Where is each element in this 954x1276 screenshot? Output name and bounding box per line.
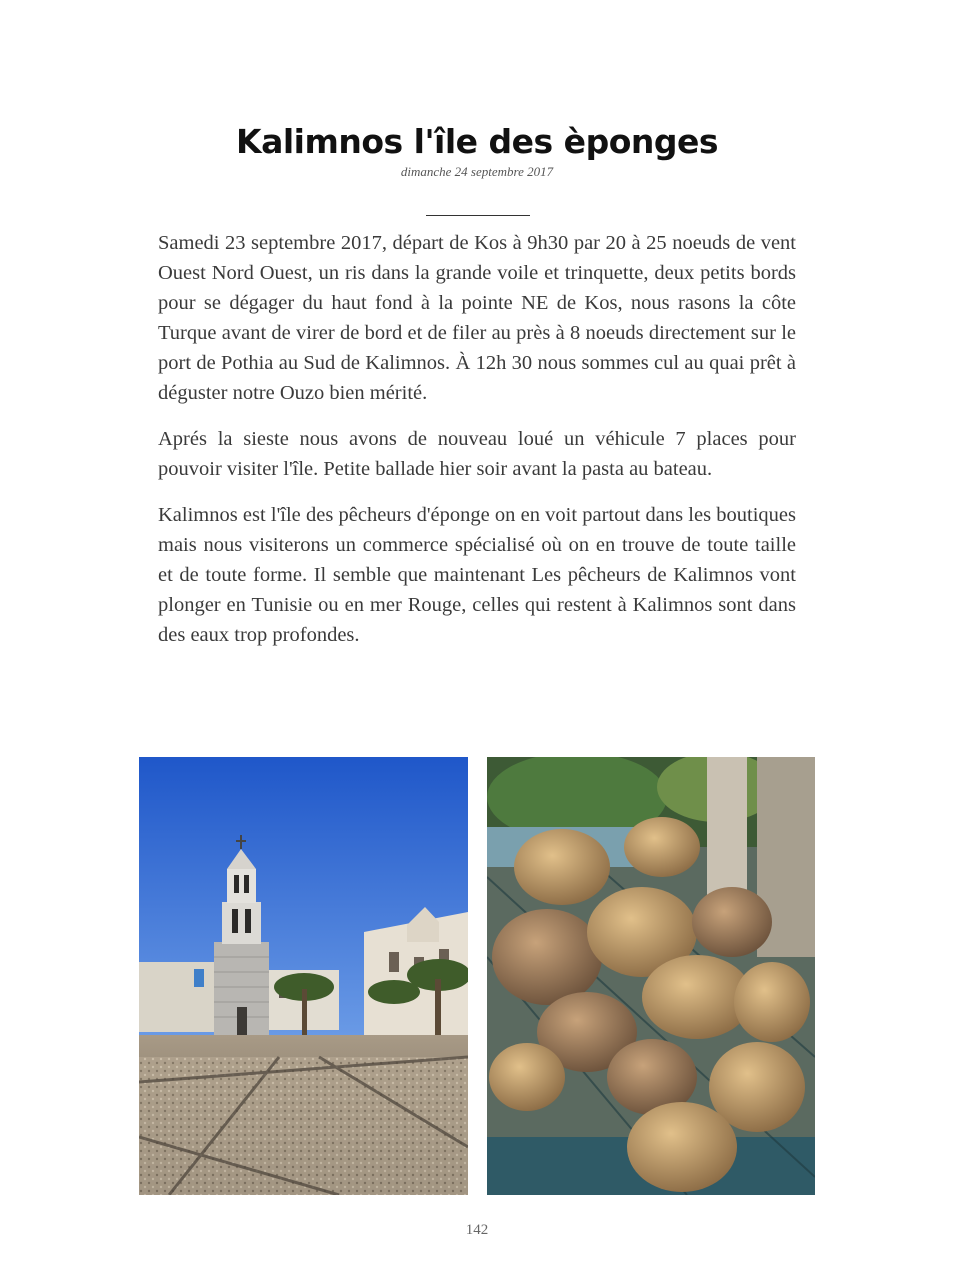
paragraph-3: Kalimnos est l'île des pêcheurs d'éponge on en voit partout dans les boutiques mais nous visiterons un commerce spécialisé où on en trouve de toute taille et de toute forme. Il semble que maintenant Les pêcheurs de Kalimnos vont plonger en Tunisie ou en mer Rouge, celles qui restent à Kalimnos sont dans des eaux trop profondes. [158, 504, 796, 646]
post-date: dimanche 24 septembre 2017 [400, 164, 554, 179]
page-number: 142 [465, 1222, 489, 1238]
paragraph-2: Aprés la sieste nous avons de nouveau loué un véhicule 7 places pour pouvoir visiter l'île. Petite ballade hier soir avant la pasta au bateau. [158, 428, 796, 480]
title-separator [426, 215, 530, 216]
article-body [158, 228, 796, 666]
sea-sponges-photo [487, 757, 815, 1195]
page-title: Kalimnos l'île des èponges [236, 122, 718, 161]
church-bell-tower-photo [139, 757, 468, 1195]
paragraph-1: Samedi 23 septembre 2017, départ de Kos à 9h30 par 20 à 25 noeuds de vent Ouest Nord Ouest, un ris dans la grande voile et trinquette, deux petits bords pour se dégager du haut fond à la pointe NE de Kos, nous rasons la côte Turque avant de virer de bord et de filer au près à 8 noeuds directement sur le port de Pothia au Sud de Kalimnos. À 12h 30 nous sommes cul au quai prêt à déguster notre Ouzo bien mérité. [158, 232, 796, 404]
